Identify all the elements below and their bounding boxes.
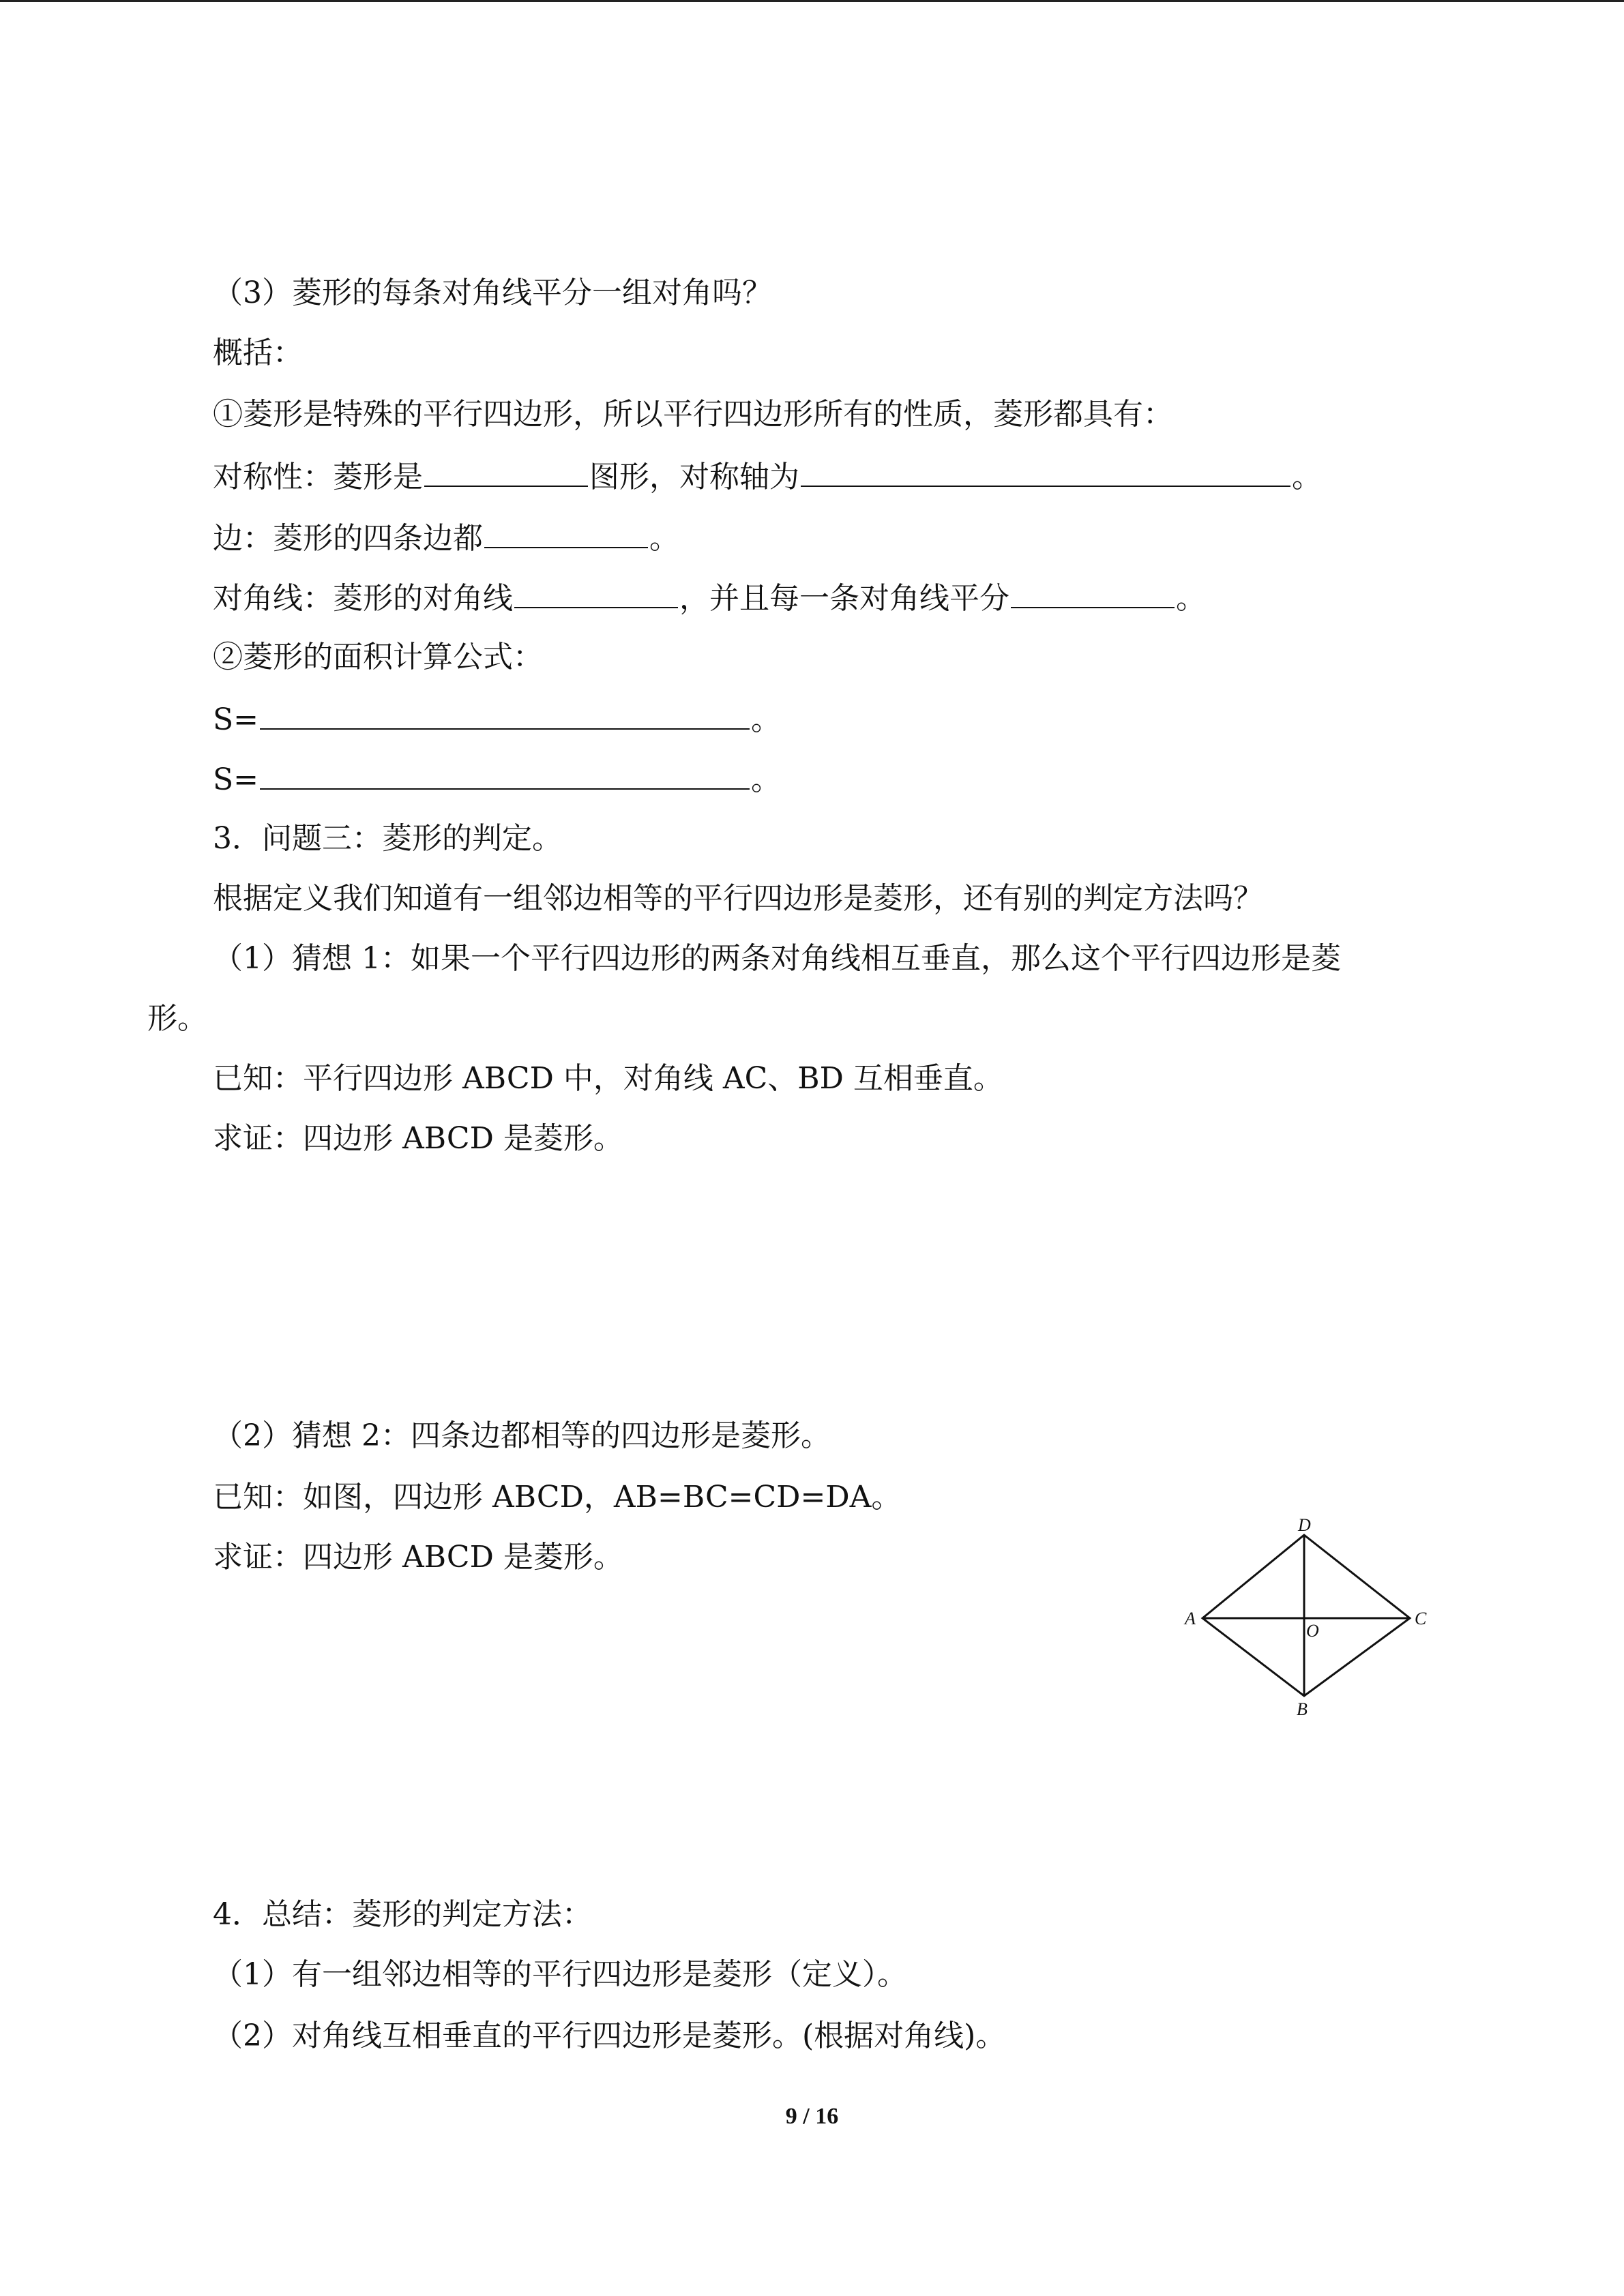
symmetry-mid: 图形，对称轴为	[589, 460, 799, 494]
summary-title: 概括：	[213, 336, 303, 370]
diagonal-line	[213, 577, 1206, 619]
area-formula-2-end: 。	[751, 762, 782, 797]
conjecture-1-prove: 求证：四边形 ABCD 是菱形。	[213, 1121, 623, 1156]
side-blank[interactable]	[484, 517, 648, 548]
conjecture-1-given: 已知：平行四边形 ABCD 中，对角线 AC、BD 互相垂直。	[213, 1061, 1003, 1096]
vertex-label-c: C	[1415, 1609, 1427, 1628]
conjecture-1: （1）猜想 1：如果一个平行四边形的两条对角线相互垂直，那么这个平行四边形是菱	[213, 941, 1341, 976]
conjecture-2-prove: 求证：四边形 ABCD 是菱形。	[213, 1540, 623, 1575]
vertex-label-d: D	[1298, 1517, 1311, 1535]
conjecture-2: （2）猜想 2：四条边都相等的四边形是菱形。	[213, 1418, 831, 1453]
page-number: 9 / 16	[785, 2104, 839, 2129]
diagonal-label: 对角线：菱形的对角线	[213, 581, 513, 616]
property-intro: ①菱形是特殊的平行四边形，所以平行四边形所有的性质，菱形都具有：	[213, 397, 1173, 432]
area-formula-1-end: 。	[751, 702, 782, 737]
method-2: （2）对角线互相垂直的平行四边形是菱形。(根据对角线)。	[213, 2018, 1006, 2053]
symmetry-label: 对称性：菱形是	[213, 460, 423, 494]
section-3-intro: 根据定义我们知道有一组邻边相等的平行四边形是菱形，还有别的判定方法吗？	[213, 881, 1263, 916]
center-label-o: O	[1306, 1621, 1319, 1641]
area-formula-1	[213, 698, 781, 741]
rhombus-figure	[1183, 1517, 1436, 1715]
symmetry-line	[213, 456, 1322, 498]
symmetry-end: 。	[1292, 460, 1322, 494]
rhombus-outline	[1202, 1535, 1410, 1696]
vertex-label-a: A	[1185, 1609, 1196, 1628]
diagonal-blank-1[interactable]	[514, 577, 678, 608]
section-4-heading: 4．总结：菱形的判定方法：	[213, 1897, 592, 1932]
section-3-heading: 3．问题三：菱形的判定。	[213, 821, 562, 856]
page-top-border	[0, 0, 1624, 2]
side-line	[213, 517, 679, 559]
side-label: 边：菱形的四条边都	[213, 521, 483, 556]
conjecture-1-cont: 形。	[147, 1001, 207, 1036]
symmetry-blank-1[interactable]	[424, 456, 588, 487]
area-formula-2-label: S=	[213, 762, 259, 797]
method-1: （1）有一组邻边相等的平行四边形是菱形（定义）。	[213, 1957, 907, 1992]
symmetry-blank-2[interactable]	[801, 456, 1290, 487]
area-formula-2	[213, 758, 781, 801]
area-formula-title: ②菱形的面积计算公式：	[213, 640, 543, 674]
diagonal-mid: ，并且每一条对角线平分	[679, 581, 1009, 616]
conjecture-2-given: 已知：如图，四边形 ABCD，AB=BC=CD=DA。	[213, 1480, 902, 1515]
area-formula-1-label: S=	[213, 702, 259, 737]
vertex-label-b: B	[1297, 1699, 1308, 1715]
diagonal-end: 。	[1176, 581, 1206, 616]
area-formula-1-blank[interactable]	[260, 698, 750, 730]
side-end: 。	[649, 521, 679, 556]
area-formula-2-blank[interactable]	[260, 758, 750, 790]
diagonal-blank-2[interactable]	[1011, 577, 1175, 608]
question-3: （3）菱形的每条对角线平分一组对角吗？	[213, 275, 772, 310]
